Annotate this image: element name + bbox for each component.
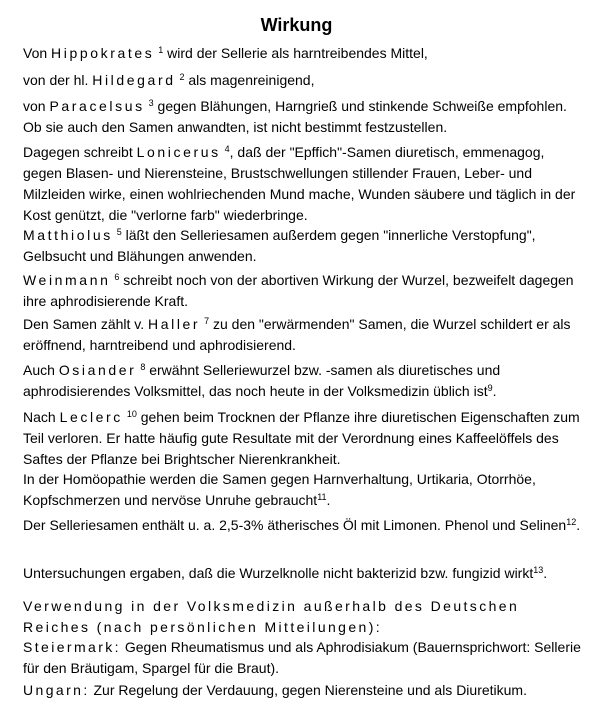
text-run: zu den "erwärmenden" Samen, die Wurzel schildert er als eröffnend, harntreibend und aphrodisierend. — [23, 316, 571, 353]
page-title: Wirkung — [260, 15, 333, 35]
footnote-ref: 2 — [179, 72, 185, 82]
paragraph-hildegard — [23, 70, 583, 91]
text-run: , daß der "Epffich"-Samen diuretisch, emmenagog, gegen Blasen- und Nierensteine, Brustschwellungen stillender Frauen, Leber- und Milzleiden wirke, einen wohlriechenden Mund mache, Wunden säubere und täglich in der Kost genützt, die "verlorne farb" wiederbringe. — [23, 144, 576, 223]
footnote-ref: 12 — [566, 517, 577, 527]
text-run: gehen beim Trocknen der Pflanze ihre diuretischen Eigenschaften zum Teil verloren. Er hatte häufig gute Resultate mit der Verordnung eines Kaffeelöffels des Saftes der Pflanze bei Brightscher Nierenkrankheit. — [23, 409, 580, 467]
author-name: Lonicerus — [136, 144, 221, 160]
text-run: als magenreinigend, — [184, 72, 315, 88]
usage-steiermark — [23, 637, 583, 679]
footnote-ref: 9 — [487, 383, 493, 393]
text-run: läßt den Selleriesamen außerdem gegen "innerliche Verstopfung", Gelbsucht und Blähungen anwenden. — [23, 227, 536, 264]
text-run: . — [492, 383, 497, 399]
text-run: Dagegen schreibt — [23, 144, 137, 160]
footnote-ref: 11 — [317, 492, 327, 502]
footnote-ref: 10 — [126, 409, 137, 419]
text-run: wird der Sellerie als harntreibendes Mittel, — [163, 45, 428, 61]
footnote-ref: 7 — [204, 316, 210, 326]
paragraph-untersuchungen — [23, 563, 583, 584]
paragraph-homoeopathie — [23, 469, 583, 511]
text-run: schreibt noch von der abortiven Wirkung der Wurzel, bezweifelt dagegen ihre aphrodisierende Kraft. — [23, 272, 574, 309]
author-name: Matthiolus — [23, 227, 113, 243]
author-name: Leclerc — [59, 409, 123, 425]
text-run: Den Samen zählt v. — [23, 316, 149, 332]
section-subheading: Verwendung in der Volksmedizin außerhalb des Deutschen Reiches (nach persönlichen Mitteilungen): — [23, 598, 520, 635]
text-run: In der Homöopathie werden die Samen gegen Harnverhaltung, Urtikaria, Otorrhöe, Kopfschmerzen und nervöse Unruhe gebraucht — [23, 471, 536, 508]
paragraph-inhaltsstoffe — [23, 515, 583, 536]
text-run: . — [543, 565, 548, 581]
paragraph-haller — [23, 314, 583, 356]
region-name: Steiermark: — [23, 639, 121, 655]
footnote-ref: 13 — [533, 565, 544, 575]
text-run: Untersuchungen ergaben, daß die Wurzelknolle nicht bakterizid bzw. fungizid wirkt — [23, 565, 534, 581]
paragraph-leclerc — [23, 407, 583, 470]
paragraph-osiander — [23, 360, 583, 402]
paragraph-matthiolus — [23, 225, 583, 267]
text-run: Der Selleriesamen enthält u. a. 2,5-3% ätherisches Öl mit Limonen. Phenol und Selinen — [23, 517, 567, 533]
paragraph-paracelsus — [23, 96, 583, 138]
text-run: Gegen Rheumatismus und als Aphrodisiakum (Bauernsprichwort: Sellerie für den Bräutigam, Spargel für die Braut). — [23, 639, 581, 676]
paragraph-lonicerus — [23, 142, 583, 226]
author-name: Haller — [148, 316, 201, 332]
author-name: Paracelsus — [49, 98, 145, 114]
paragraph-weinmann — [23, 270, 583, 312]
text-run: Auch — [23, 362, 59, 378]
text-run: Von — [23, 45, 52, 61]
footnote-ref: 4 — [224, 144, 230, 154]
text-run: von — [23, 98, 50, 114]
footnote-ref: 8 — [140, 362, 146, 372]
author-name: Weinmann — [23, 272, 111, 288]
footnote-ref: 3 — [148, 98, 154, 108]
usage-ungarn — [23, 680, 583, 701]
text-run: gegen Blähungen, Harngrieß und stinkende Schweiße empfohlen. Ob sie auch den Samen anwandten, ist nicht bestimmt festzustellen. — [23, 98, 567, 135]
author-name: Osiander — [58, 362, 137, 378]
author-name: Hildegard — [92, 72, 176, 88]
text-run: Zur Regelung der Verdauung, gegen Nierensteine und als Diuretikum. — [89, 682, 527, 698]
text-run: . — [576, 517, 581, 533]
text-run: erwähnt Selleriewurzel bzw. -samen als diuretisches und aphrodisierendes Volksmittel, das noch heute in der Volksmedizin üblich ist — [23, 362, 501, 399]
text-run: Nach — [23, 409, 60, 425]
footnote-ref: 1 — [158, 45, 164, 55]
paragraph-hippokrates — [23, 43, 583, 64]
footnote-ref: 6 — [114, 272, 120, 282]
region-name: Ungarn: — [23, 682, 90, 698]
footnote-ref: 5 — [116, 227, 122, 237]
text-run: von der hl. — [23, 72, 93, 88]
author-name: Hippokrates — [51, 45, 155, 61]
text-run: . — [326, 492, 331, 508]
